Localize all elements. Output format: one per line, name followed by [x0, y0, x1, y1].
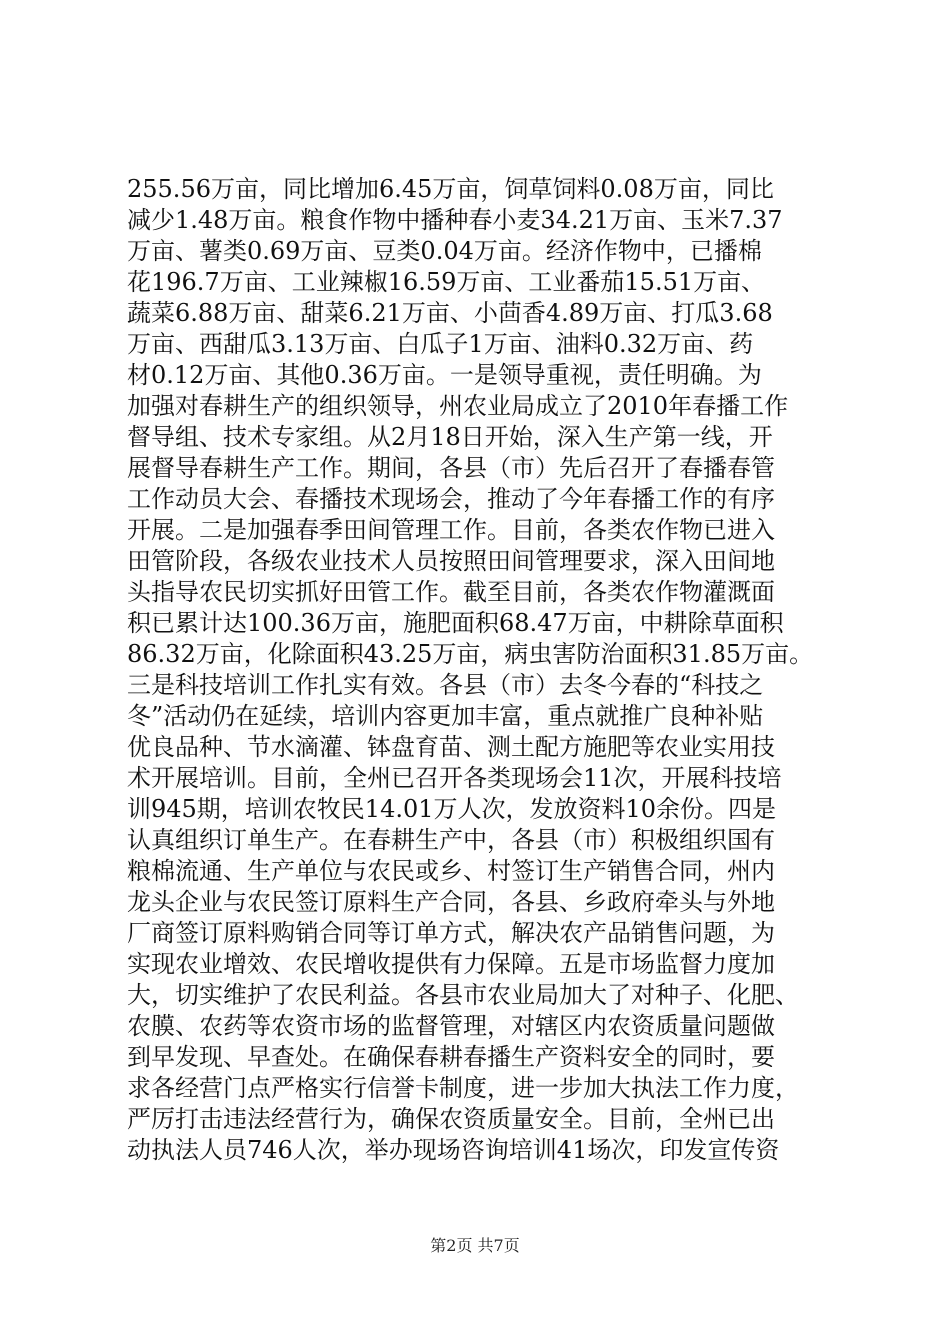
text-line: 动执法人员746人次，举办现场咨询培训41场次，印发宣传资 [127, 1136, 780, 1164]
text-line: 优良品种、节水滴灌、钵盘育苗、测土配方施肥等农业实用技 [127, 733, 775, 761]
text-line: 减少1.48万亩。粮食作物中播种春小麦34.21万亩、玉米7.37 [127, 206, 783, 234]
text-line: 田管阶段，各级农业技术人员按照田间管理要求，深入田间地 [127, 547, 775, 575]
text-line: 严厉打击违法经营行为，确保农资质量安全。目前，全州已出 [127, 1105, 775, 1133]
text-line: 认真组织订单生产。在春耕生产中，各县（市）积极组织国有 [127, 826, 775, 854]
text-line: 255.56万亩，同比增加6.45万亩，饲草饲料0.08万亩，同比 [127, 175, 774, 203]
text-line: 大，切实维护了农民利益。各县市农业局加大了对种子、化肥、 [127, 981, 799, 1009]
text-line: 实现农业增效、农民增收提供有力保障。五是市场监督力度加 [127, 950, 775, 978]
text-line: 厂商签订原料购销合同等订单方式，解决农产品销售问题，为 [127, 919, 775, 947]
text-line: 冬”活动仍在延续，培训内容更加丰富，重点就推广良种补贴 [127, 702, 764, 730]
text-line: 农膜、农药等农资市场的监督管理，对辖区内农资质量问题做 [127, 1012, 775, 1040]
text-line: 86.32万亩，化除面积43.25万亩，病虫害防治面积31.85万亩。 [127, 640, 814, 668]
text-line: 工作动员大会、春播技术现场会，推动了今年春播工作的有序 [127, 485, 775, 513]
text-line: 万亩、薯类0.69万亩、豆类0.04万亩。经济作物中，已播棉 [127, 237, 762, 265]
text-line: 督导组、技术专家组。从2月18日开始，深入生产第一线，开 [127, 423, 773, 451]
text-line: 蔬菜6.88万亩、甜菜6.21万亩、小茴香4.89万亩、打瓜3.68 [127, 299, 773, 327]
text-line: 材0.12万亩、其他0.36万亩。一是领导重视，责任明确。为 [127, 361, 762, 389]
text-line: 花196.7万亩、工业辣椒16.59万亩、工业番茄15.51万亩、 [127, 268, 766, 296]
text-line: 求各经营门点严格实行信誉卡制度，进一步加大执法工作力度， [127, 1074, 799, 1102]
text-line: 到早发现、早查处。在确保春耕春播生产资料安全的同时，要 [127, 1043, 775, 1071]
text-line: 三是科技培训工作扎实有效。各县（市）去冬今春的“科技之 [127, 671, 764, 699]
page-footer [0, 1236, 950, 1256]
text-line: 加强对春耕生产的组织领导，州农业局成立了2010年春播工作 [127, 392, 789, 420]
text-line: 展督导春耕生产工作。期间，各县（市）先后召开了春播春管 [127, 454, 775, 482]
page-number-label: 第2页 共7页 [430, 1236, 520, 1255]
text-line: 头指导农民切实抓好田管工作。截至目前，各类农作物灌溉面 [127, 578, 775, 606]
text-line: 开展。二是加强春季田间管理工作。目前，各类农作物已进入 [127, 516, 775, 544]
text-line: 龙头企业与农民签订原料生产合同，各县、乡政府牵头与外地 [127, 888, 775, 916]
document-body [127, 174, 867, 1166]
text-line: 万亩、西甜瓜3.13万亩、白瓜子1万亩、油料0.32万亩、药 [127, 330, 754, 358]
text-line: 训945期，培训农牧民14.01万人次，发放资料10余份。四是 [127, 795, 777, 823]
text-line: 粮棉流通、生产单位与农民或乡、村签订生产销售合同，州内 [127, 857, 775, 885]
text-line: 积已累计达100.36万亩，施肥面积68.47万亩，中耕除草面积 [127, 609, 784, 637]
text-line: 术开展培训。目前，全州已召开各类现场会11次，开展科技培 [127, 764, 782, 792]
